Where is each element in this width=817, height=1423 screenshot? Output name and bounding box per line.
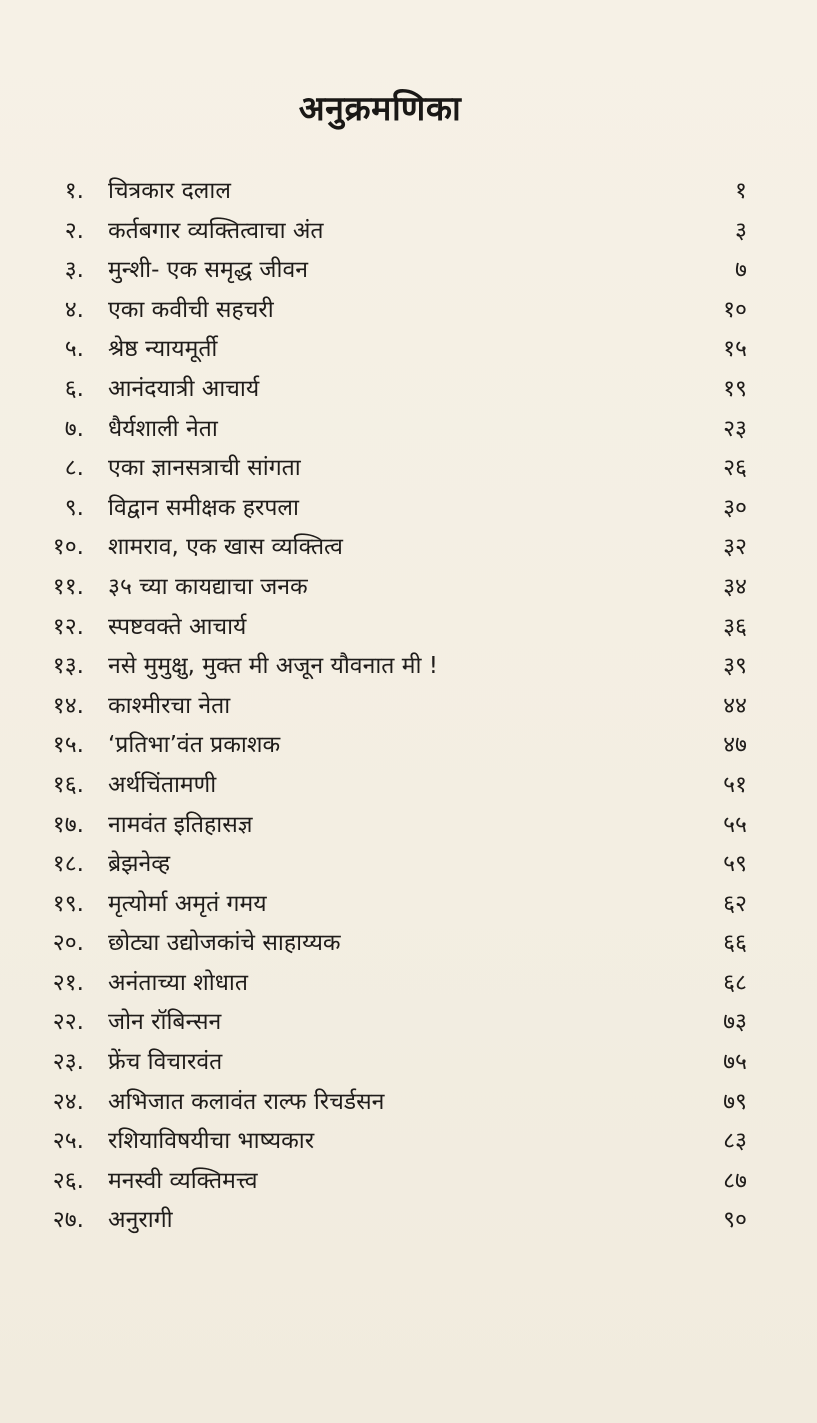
toc-entry-page: ६८ [723,969,747,996]
toc-entry-page: ६६ [723,930,747,957]
toc-entry-title: नामवंत इतिहासज्ञ [108,811,253,838]
page-title: अनुक्रमणिका [298,89,462,129]
toc-entry-page: ९० [723,1207,747,1234]
toc-entry-title: मनस्वी व्यक्तिमत्त्व [108,1167,258,1194]
toc-entry-number: २३. [52,1049,84,1076]
toc-entry-title: आनंदयात्री आचार्य [108,375,260,402]
toc-entry [0,251,817,291]
toc-entry-number: २७. [52,1207,84,1234]
toc-entry [0,1043,817,1083]
toc-entry-page: ७ [735,257,747,284]
toc-entry-title: जोन रॉबिन्सन [108,1009,222,1036]
toc-entry [0,924,817,964]
toc-entry-title: अभिजात कलावंत राल्फ रिचर्डसन [108,1088,385,1115]
toc-entry [0,1003,817,1043]
toc-entry-page: ७५ [723,1049,747,1076]
toc-entry-page: ३९ [723,653,747,680]
table-of-contents [0,172,817,1241]
toc-entry [0,410,817,450]
toc-entry-number: २५. [52,1128,84,1155]
toc-entry-title: छोट्या उद्योजकांचे साहाय्यक [108,930,341,957]
toc-entry-number: ९. [64,494,84,521]
toc-entry [0,647,817,687]
toc-entry-title: धैर्यशाली नेता [108,415,218,442]
toc-entry-number: १९. [52,890,84,917]
toc-entry [0,885,817,925]
toc-entry-page: २६ [723,455,747,482]
toc-entry-page: ३६ [723,613,747,640]
toc-entry-title: अनुरागी [108,1207,173,1234]
toc-entry-page: ४७ [723,732,747,759]
toc-entry-title: ब्रेझनेव्ह [108,851,171,878]
toc-entry-page: ३० [723,494,747,521]
toc-entry [0,964,817,1004]
toc-entry-number: १२. [52,613,84,640]
toc-entry-page: १० [723,296,747,323]
toc-entry-page: ८३ [723,1128,747,1155]
toc-entry-page: ३२ [723,534,747,561]
toc-entry-title: काश्मीरचा नेता [108,692,231,719]
toc-entry [0,172,817,212]
toc-entry-title: ‘प्रतिभा’वंत प्रकाशक [108,732,281,759]
toc-entry-page: ६२ [723,890,747,917]
toc-entry [0,806,817,846]
toc-entry-page: ५९ [723,851,747,878]
toc-entry-title: कर्तबगार व्यक्तित्वाचा अंत [108,217,324,244]
toc-entry-page: ५१ [723,771,747,798]
toc-entry-title: श्रेष्ठ न्यायमूर्ती [108,336,218,363]
toc-entry-number: २१. [52,969,84,996]
toc-entry-page: १५ [723,336,747,363]
toc-entry-number: २. [64,217,84,244]
toc-entry [0,766,817,806]
toc-entry [0,291,817,331]
toc-entry [0,568,817,608]
toc-entry-title: नसे मुमुक्षु, मुक्त मी अजून यौवनात मी ! [108,653,438,680]
toc-entry-number: ४. [64,296,84,323]
toc-entry-number: २०. [52,930,84,957]
toc-entry-page: २३ [723,415,747,442]
toc-entry-title: विद्वान समीक्षक हरपला [108,494,299,521]
toc-entry-number: २६. [52,1167,84,1194]
toc-entry-number: १४. [52,692,84,719]
toc-entry [0,608,817,648]
toc-entry-page: १९ [723,375,747,402]
toc-entry [0,370,817,410]
toc-entry-page: ७३ [723,1009,747,1036]
toc-entry-number: ३. [64,257,84,284]
toc-entry [0,330,817,370]
toc-entry [0,212,817,252]
toc-entry-page: ७९ [723,1088,747,1115]
toc-entry-page: ३४ [723,573,747,600]
toc-entry-page: ४४ [723,692,747,719]
toc-entry [0,489,817,529]
toc-entry-number: २२. [52,1009,84,1036]
toc-entry-title: मुन्शी- एक समृद्ध जीवन [108,257,308,284]
toc-entry [0,1122,817,1162]
toc-entry-number: ५. [64,336,84,363]
toc-entry-number: २४. [52,1088,84,1115]
toc-entry-page: ३ [735,217,747,244]
toc-entry-title: एका कवीची सहचरी [108,296,274,323]
toc-entry-title: मृत्योर्मा अमृतं गमय [108,890,267,917]
toc-entry-number: १८. [52,851,84,878]
toc-entry [0,1201,817,1241]
toc-entry-number: १३. [52,653,84,680]
toc-entry-number: ७. [64,415,84,442]
toc-entry-number: ११. [52,573,84,600]
toc-entry [0,449,817,489]
toc-entry-title: स्पष्टवक्ते आचार्य [108,613,247,640]
toc-entry-page: ५५ [723,811,747,838]
toc-entry-title: चित्रकार दलाल [108,178,231,204]
toc-entry-number: १. [64,178,84,204]
toc-entry-title: अनंताच्या शोधात [108,969,248,996]
toc-entry [0,1083,817,1123]
toc-entry-title: फ्रेंच विचारवंत [108,1049,223,1076]
toc-entry [0,687,817,727]
toc-entry-number: १६. [52,771,84,798]
toc-entry-number: ६. [64,375,84,402]
toc-entry [0,845,817,885]
toc-entry-title: एका ज्ञानसत्राची सांगता [108,455,301,482]
toc-entry-title: अर्थचिंतामणी [108,771,217,798]
toc-entry-title: शामराव, एक खास व्यक्तित्व [108,534,343,561]
toc-entry-page: ८७ [723,1167,747,1194]
toc-entry-number: १५. [52,732,84,759]
toc-entry-number: ८. [64,455,84,482]
toc-entry-number: १०. [52,534,84,561]
toc-entry [0,726,817,766]
toc-entry-number: १७. [52,811,84,838]
toc-entry-title: रशियाविषयीचा भाष्यकार [108,1128,315,1155]
toc-entry-title: ३५ च्या कायद्याचा जनक [108,573,308,600]
toc-entry [0,1162,817,1202]
toc-entry [0,528,817,568]
toc-entry-page: १ [735,178,747,204]
